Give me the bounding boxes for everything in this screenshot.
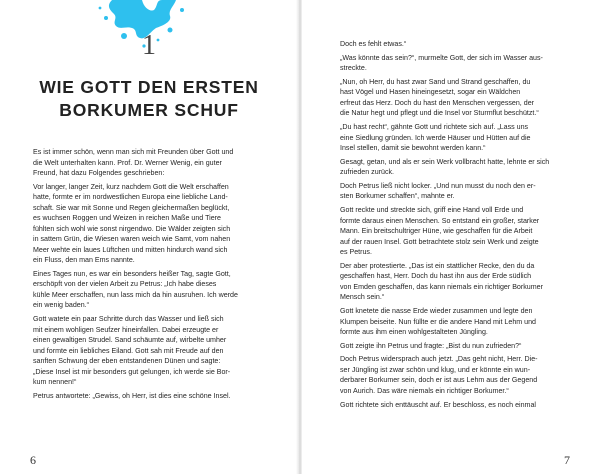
text-line: Gesagt, getan, und als er sein Werk vollbracht hatte, lehnte er sich <box>340 157 550 166</box>
paragraph <box>33 182 271 266</box>
text-line: ein wenig baden.“ <box>33 301 90 310</box>
text-line: hatte, formte er im nordwestlichen Europa eine liebliche Land- <box>33 193 228 202</box>
text-line: von Emden geschaffen, das kann niemals ein richtiger Borkumer <box>340 282 543 291</box>
text-line: Der aber protestierte. „Das ist ein stattlicher Recke, den du da <box>340 261 535 270</box>
text-line: erfreut das Herz. Doch du hast den Menschen vergessen, der <box>340 98 535 107</box>
text-line: Insel stellen, damit sie bewohnt werden kann.“ <box>340 144 486 153</box>
paragraph <box>340 53 570 74</box>
paragraph <box>340 205 570 258</box>
text-line: Doch Petrus widersprach auch jetzt. „Das geht nicht, Herr. Die- <box>340 355 538 364</box>
right-page <box>302 0 600 474</box>
text-line: „Nun, oh Herr, du hast zwar Sand und Strand geschaffen, du <box>340 77 531 86</box>
text-line: von Aurich. Das wäre niemals ein richtiger Borkumer.“ <box>340 386 509 395</box>
text-line: in sattem Grün, die Wiesen waren weich wie Samt, vom nahen <box>33 235 231 244</box>
paragraph <box>33 147 271 179</box>
text-line: hast Vögel und Hasen hineingesetzt, sogar ein Wäldchen <box>340 88 521 97</box>
text-line: fühlten sich wohl wie sonst nirgendwo. Die Wälder zeigten sich <box>33 224 231 233</box>
text-line: auf der rauen Insel. Gott betrachtete stolz sein Werk und zeigte <box>340 237 539 246</box>
text-line: geschaffen hast, Herr. Doch du hast ihn aus der Erde südlich <box>340 272 532 281</box>
text-line: Gott knetete die nasse Erde wieder zusammen und legte den <box>340 307 533 315</box>
paragraph <box>33 314 271 388</box>
chapter-title-line: BORKUMER SCHUF <box>59 100 239 120</box>
text-line: eine Siedlung gründen. Ich werde Häuser und Hütten auf die <box>340 133 531 142</box>
text-line: und formte ein liebliches Eiland. Gott sah mit Freude auf den <box>33 346 224 355</box>
text-line: mit einem wohligen Seufzer hineinfallen. Dabei erzeugte er <box>33 325 219 334</box>
text-line: die Natur hegt und pflegt und die Insel vor Sturmflut beschützt.“ <box>340 109 539 118</box>
text-line: Gott richtete sich enttäuscht auf. Er beschloss, es noch einmal <box>340 400 536 409</box>
paragraph <box>340 122 570 154</box>
chapter-number: 1 <box>142 30 156 61</box>
text-line: derbarer Borkumer sein, doch er ist aus Lehm aus der Gegend <box>340 376 538 385</box>
right-page-body <box>340 39 570 413</box>
text-line: einen gewaltigen Strudel. Sand schäumte auf, wirbelte umher <box>33 336 227 345</box>
text-line: ser Jüngling ist zwar schön und klug, und er könnte ein wun- <box>340 365 531 374</box>
paragraph <box>340 261 570 303</box>
text-line: sanften Schwung der eben entstandenen Dünen und sagte: <box>33 357 221 366</box>
text-line: die Welt unterhalten kann. Prof. Dr. Werner Wenig, ein guter <box>33 158 222 167</box>
paragraph <box>340 341 570 352</box>
text-line: Mensch sein.“ <box>340 293 385 302</box>
text-line: Klumpen beiseite. Nun füllte er die andere Hand mit Lehm und <box>340 317 536 326</box>
text-line: schaft. Sie war mit Sonne und Regen gleichermaßen beglückt, <box>33 203 230 212</box>
text-line: Mann. Ein breitschultriger Hüne, wie geschaffen für die Arbeit <box>340 227 533 236</box>
text-line: Eines Tages nun, es war ein besonders heißer Tag, sagte Gott, <box>33 269 231 278</box>
text-line: formte daraus einen Menschen. So entstand ein großer, starker <box>340 216 540 225</box>
text-line: formte aus ihm einen wohlgestalteten Jüngling. <box>340 328 488 336</box>
paragraph <box>340 306 570 338</box>
text-line: Gott reckte und streckte sich, griff eine Hand voll Erde und <box>340 206 524 215</box>
text-line: „Du hast recht“, gähnte Gott und richtete sich auf. „Lass uns <box>340 123 529 132</box>
paragraph <box>340 77 570 119</box>
paragraph <box>340 181 570 202</box>
text-line: „Was könnte das sein?“, murmelte Gott, der sich im Wasser aus- <box>340 53 543 62</box>
text-line: Doch es fehlt etwas.“ <box>340 40 407 48</box>
text-line: erschöpft von der vielen Arbeit zu Petrus: „Ich habe dieses <box>33 280 217 289</box>
text-line: sten Borkumer schaffen“, mahnte er. <box>340 192 455 201</box>
text-line: Gott zeigte ihn Petrus und fragte: „Bist du nun zufrieden?“ <box>340 341 522 350</box>
paragraph <box>340 354 570 396</box>
text-line: Vor langer, langer Zeit, kurz nachdem Gott die Welt erschaffen <box>33 182 229 191</box>
paragraph <box>340 39 570 50</box>
text-line: kühle Meer erschaffen, nun lass mich da hin ausruhen. Ich werde <box>33 290 238 299</box>
text-line: Gott watete ein paar Schritte durch das Wasser und ließ sich <box>33 315 224 324</box>
text-line: es Petrus. <box>340 248 372 257</box>
text-line: Freund, hat dazu Folgendes geschrieben: <box>33 169 165 177</box>
text-line: zufrieden zurück. <box>340 168 395 177</box>
text-line: es wuchsen Roggen und Weizen in reichen Maße und Tiere <box>33 214 221 223</box>
text-line: kum nennen!“ <box>33 378 77 387</box>
left-page-body <box>33 147 271 404</box>
text-line: Meer wehte ein laues Lüftchen und mitten hindurch wand sich <box>33 245 228 254</box>
page-number-right: 7 <box>564 453 570 467</box>
text-line: Petrus antwortete: „Gewiss, oh Herr, ist dies eine schöne Insel. <box>33 391 231 400</box>
text-line: streckte. <box>340 64 367 73</box>
text-line: „Diese Insel ist mir besonders gut gelungen, ich werde sie Bor- <box>33 367 231 376</box>
paragraph <box>340 400 570 411</box>
paragraph <box>33 269 271 311</box>
left-page <box>0 0 298 474</box>
paragraph <box>340 157 570 178</box>
text-line: Doch Petrus ließ nicht locker. „Und nun musst du noch den er- <box>340 181 536 190</box>
text-line: Es ist immer schön, wenn man sich mit Freunden über Gott und <box>33 148 234 156</box>
page-number-left: 6 <box>30 453 36 467</box>
text-line: ein Fluss, den man Ems nannte. <box>33 256 135 265</box>
chapter-title <box>16 76 282 122</box>
chapter-title-line: WIE GOTT DEN ERSTEN <box>39 77 259 97</box>
paragraph <box>33 391 271 402</box>
